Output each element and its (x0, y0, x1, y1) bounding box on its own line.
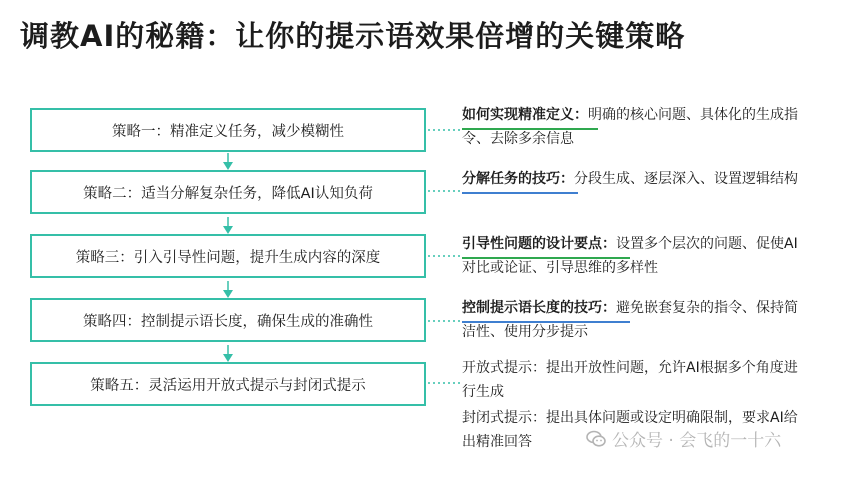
strategy-box-5 (30, 362, 426, 406)
strategy-label: 策略一：精准定义任务，减少模糊性 (112, 123, 344, 140)
strategy-box-3 (30, 234, 426, 278)
strategy-box-2 (30, 170, 426, 214)
note-body: 避免嵌套复杂的指令、保持简洁性、使用分步提示 (462, 300, 798, 340)
arrowhead (223, 226, 233, 234)
note-heading: 开放式提示： (462, 360, 546, 376)
watermark (586, 426, 781, 451)
note-heading: 分解任务的技巧： (462, 171, 574, 187)
note-2 (462, 167, 807, 191)
note-body: 明确的核心问题、具体化的生成指令、去除多余信息 (462, 107, 798, 147)
note-body: 分段生成、逐层深入、设置逻辑结构 (574, 171, 798, 187)
page-title: 调教AI的秘籍：让你的提示语效果倍增的关键策略 (20, 19, 686, 53)
note-3 (462, 232, 807, 280)
note-heading: 封闭式提示： (462, 410, 546, 426)
strategy-box-1 (30, 108, 426, 152)
note-heading: 如何实现精准定义： (462, 107, 588, 123)
note-heading: 控制提示语长度的技巧： (462, 300, 616, 316)
strategy-label: 策略二：适当分解复杂任务，降低AI认知负荷 (83, 185, 373, 202)
strategy-label: 策略三：引入引导性问题，提升生成内容的深度 (75, 249, 381, 266)
note-body: 提出开放性问题，允许AI根据多个角度进行生成 (462, 360, 798, 400)
note-1 (462, 103, 807, 151)
arrowhead (223, 290, 233, 298)
note-heading: 引导性问题的设计要点： (462, 236, 616, 252)
strategy-box-4 (30, 298, 426, 342)
arrowhead (223, 354, 233, 362)
note-body: 设置多个层次的问题、促使AI对比或论证、引导思维的多样性 (462, 236, 798, 276)
note-body: 提出具体问题或设定明确限制，要求AI给出精准回答 (462, 410, 798, 450)
note-4 (462, 296, 807, 344)
arrowhead (223, 162, 233, 170)
strategy-label: 策略五：灵活运用开放式提示与封闭式提示 (90, 377, 366, 394)
strategy-label: 策略四：控制提示语长度，确保生成的准确性 (83, 313, 373, 330)
watermark-text: 公众号 · 会飞的一十六 (612, 431, 782, 451)
wechat-icon (586, 430, 606, 448)
note-5-open (462, 356, 807, 404)
